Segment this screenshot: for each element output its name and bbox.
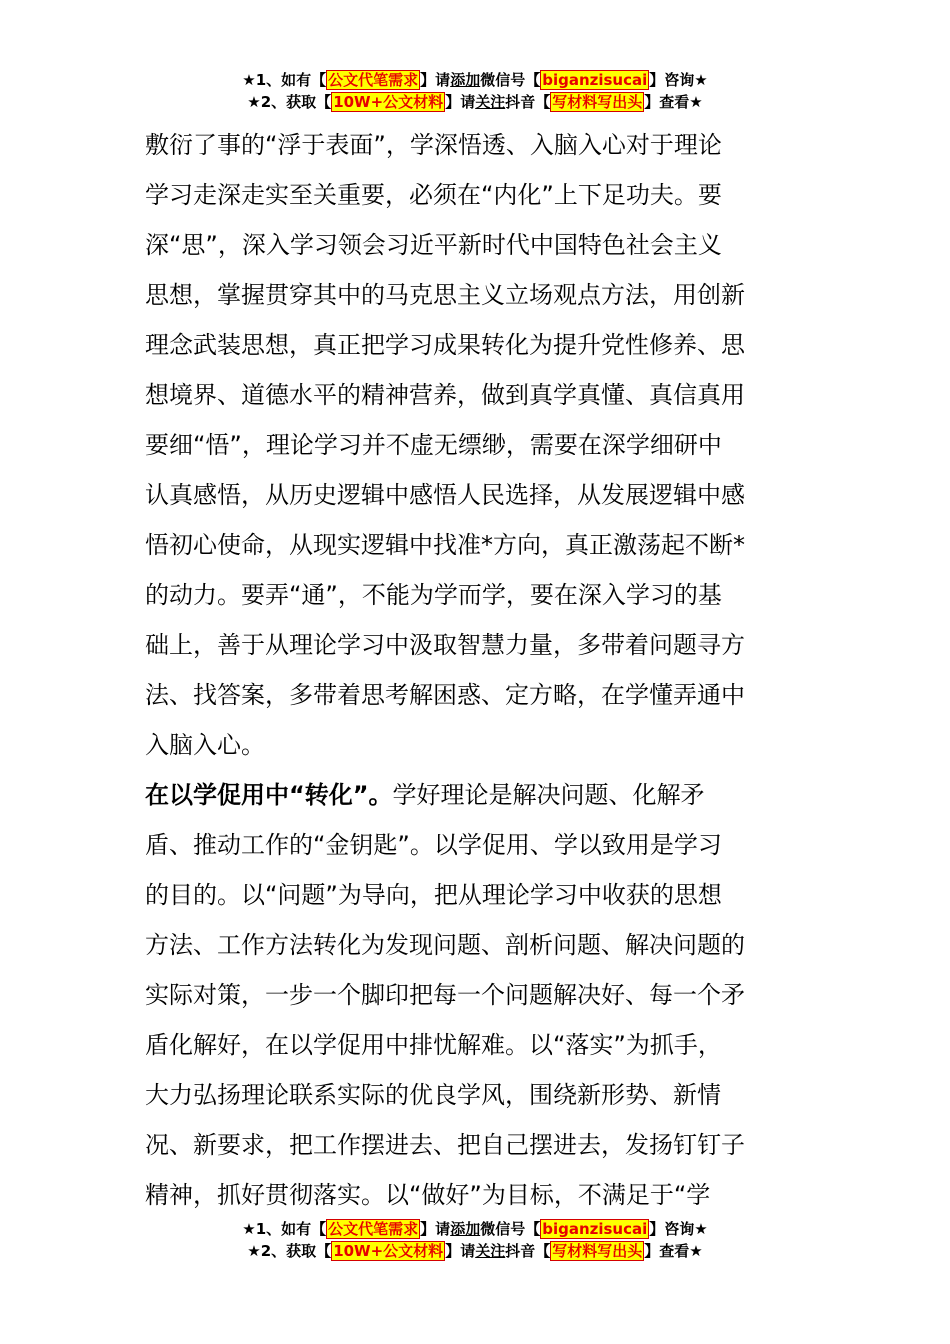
banner-text: ★1、如有【 — [242, 1220, 327, 1238]
text-line: 础上，善于从理论学习中汲取智慧力量，多带着问题寻方 — [145, 631, 745, 659]
banner-text: 微信号【 — [480, 1220, 541, 1238]
text-line: 悟初心使命，从现实逻辑中找准*方向，真正激荡起不断* — [145, 531, 745, 559]
banner-text: 】请 — [445, 1242, 476, 1260]
text-line: 况、新要求，把工作摆进去、把自己摆进去，发扬钉钉子 — [145, 1131, 745, 1159]
text-line: 想境界、道德水平的精神营养，做到真学真懂、真信真用 — [145, 381, 745, 409]
banner-text: ★1、如有【 — [242, 71, 327, 89]
highlight-douyin: 写材料写出头 — [552, 93, 643, 111]
banner-underlined: 关注 — [475, 1242, 506, 1260]
banner-text: ★2、获取【 — [247, 1242, 332, 1260]
banner-text: ★2、获取【 — [247, 93, 332, 111]
banner-underlined: 关注 — [475, 93, 506, 111]
paragraph-1 — [145, 120, 810, 770]
text-line: 理念武装思想，真正把学习成果转化为提升党性修养、思 — [145, 331, 745, 359]
text-line: 学习走深走实至关重要，必须在“内化”上下足功夫。要 — [145, 181, 722, 209]
banner-text: 】请 — [445, 93, 476, 111]
text-line: 认真感悟，从历史逻辑中感悟人民选择，从发展逻辑中感 — [145, 481, 745, 509]
highlight-materials: 10W+公文材料 — [333, 93, 444, 111]
header-banner — [0, 69, 950, 113]
banner-line-2 — [0, 1240, 950, 1262]
highlight-wechat-id: biganzisucai — [542, 1220, 648, 1238]
banner-text: 】查看★ — [644, 93, 703, 111]
highlight-materials: 10W+公文材料 — [333, 1242, 444, 1260]
highlight-need: 公文代笔需求 — [328, 1220, 419, 1238]
banner-text: 】咨询★ — [649, 1220, 708, 1238]
section-heading: 在以学促用中“转化”。 — [145, 781, 393, 809]
banner-underlined: 添加 — [450, 71, 481, 89]
banner-text: 抖音【 — [505, 93, 551, 111]
banner-text: 微信号【 — [480, 71, 541, 89]
highlight-douyin: 写材料写出头 — [552, 1242, 643, 1260]
banner-underlined: 添加 — [450, 1220, 481, 1238]
text-line: 入脑入心。 — [145, 731, 265, 759]
text-line: 敷衍了事的“浮于表面”，学深悟透、入脑入心对于理论 — [145, 131, 722, 159]
banner-text: 抖音【 — [505, 1242, 551, 1260]
paragraph-2 — [145, 770, 810, 1220]
text-run: 学好理论是解决问题、化解矛 — [392, 781, 705, 809]
banner-line-1 — [0, 69, 950, 91]
text-line: 思想，掌握贯穿其中的马克思主义立场观点方法，用创新 — [145, 281, 745, 309]
banner-text: 】请 — [420, 71, 451, 89]
text-line — [145, 770, 810, 820]
text-line: 要细“悟”，理论学习并不虚无缥缈，需要在深学细研中 — [145, 431, 722, 459]
banner-line-2 — [0, 91, 950, 113]
text-line: 盾、推动工作的“金钥匙”。以学促用、学以致用是学习 — [145, 831, 722, 859]
text-line: 大力弘扬理论联系实际的优良学风，围绕新形势、新情 — [145, 1081, 721, 1109]
text-line: 法、找答案，多带着思考解困惑、定方略，在学懂弄通中 — [145, 681, 745, 709]
document-body — [145, 120, 810, 1220]
text-line: 的动力。要弄“通”，不能为学而学，要在深入学习的基 — [145, 581, 722, 609]
footer-banner — [0, 1218, 950, 1262]
highlight-wechat-id: biganzisucai — [542, 71, 648, 89]
banner-text: 】请 — [420, 1220, 451, 1238]
highlight-need: 公文代笔需求 — [328, 71, 419, 89]
text-line: 深“思”，深入学习领会习近平新时代中国特色社会主义 — [145, 231, 722, 259]
text-line: 盾化解好，在以学促用中排忧解难。以“落实”为抓手， — [145, 1031, 722, 1059]
banner-text: 】查看★ — [644, 1242, 703, 1260]
text-line: 的目的。以“问题”为导向，把从理论学习中收获的思想 — [145, 881, 722, 909]
text-line: 实际对策，一步一个脚印把每一个问题解决好、每一个矛 — [145, 981, 745, 1009]
text-line: 方法、工作方法转化为发现问题、剖析问题、解决问题的 — [145, 931, 745, 959]
banner-text: 】咨询★ — [649, 71, 708, 89]
text-line: 精神，抓好贯彻落实。以“做好”为目标，不满足于“学 — [145, 1181, 711, 1209]
banner-line-1 — [0, 1218, 950, 1240]
